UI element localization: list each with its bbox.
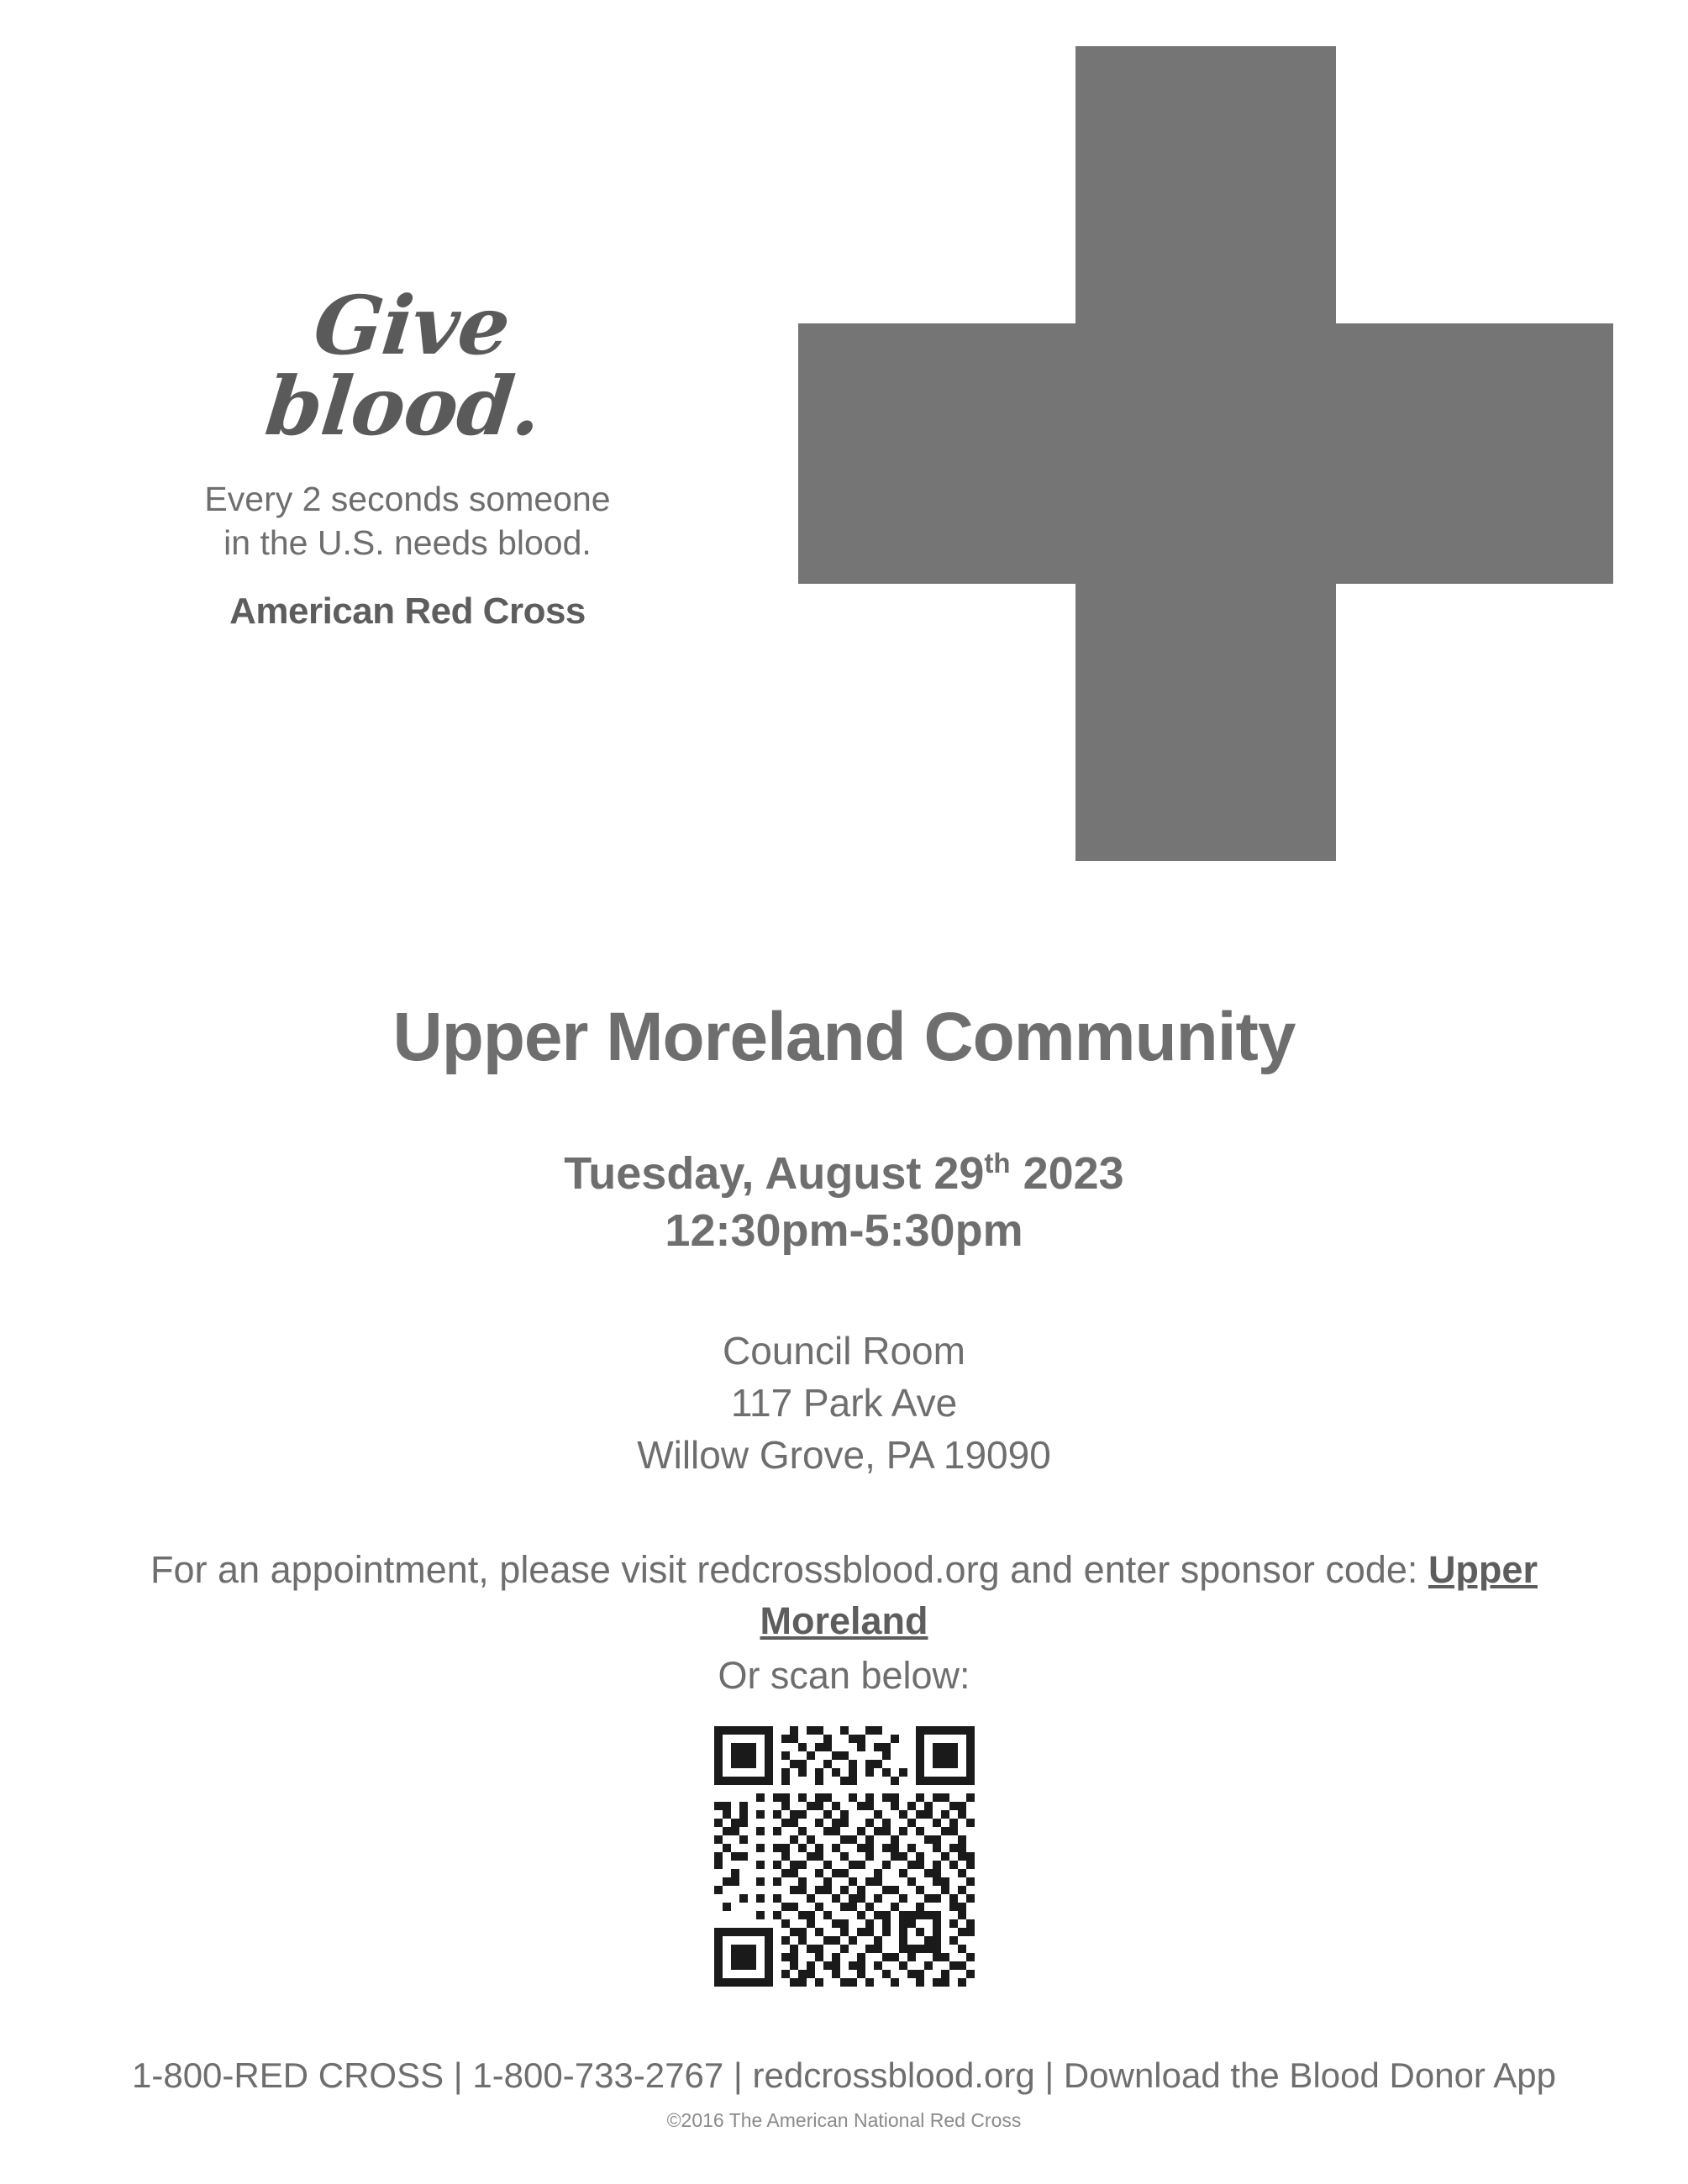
city-state-zip: Willow Grove, PA 19090 (637, 1433, 1051, 1478)
venue-name: Council Room (723, 1329, 965, 1373)
appointment-text: For an appointment, please visit redcrossblood.org and enter sponsor code: (150, 1548, 1428, 1592)
tagline-line-1: Every 2 seconds someone (204, 480, 611, 518)
appointment-instructions (0, 1545, 1688, 1647)
sponsor-code: Upper Moreland (760, 1548, 1538, 1643)
drive-date-ordinal: th (984, 1147, 1011, 1179)
tagline (172, 477, 643, 565)
drive-date-text: Tuesday, August 29 (564, 1148, 985, 1200)
page-title: Upper Moreland Community (392, 999, 1296, 1075)
drive-time: 12:30pm-5:30pm (665, 1205, 1023, 1256)
footer (0, 2055, 1688, 2132)
drive-details (0, 1000, 1688, 1995)
street-address: 117 Park Ave (730, 1381, 958, 1425)
copyright-notice: ©2016 The American National Red Cross (666, 2109, 1022, 2131)
qr-code-container (0, 1718, 1688, 1995)
organization-name: American Red Cross (229, 590, 586, 632)
drive-date-year: 2023 (1010, 1148, 1124, 1200)
cross-horizontal-bar (798, 323, 1613, 584)
drive-date (0, 1146, 1688, 1203)
contact-line: 1-800-RED CROSS | 1-800-733-2767 | redcrossblood.org | Download the Blood Donor App (131, 2055, 1556, 2095)
red-cross-icon (798, 46, 1613, 861)
qr-code-icon (706, 1718, 983, 1995)
red-cross-logo-block (172, 278, 643, 633)
drive-location (0, 1325, 1688, 1481)
give-blood-headline: Give blood. (260, 278, 546, 454)
tagline-line-2: in the U.S. needs blood. (223, 523, 592, 563)
scan-prompt: Or scan below: (718, 1653, 970, 1697)
